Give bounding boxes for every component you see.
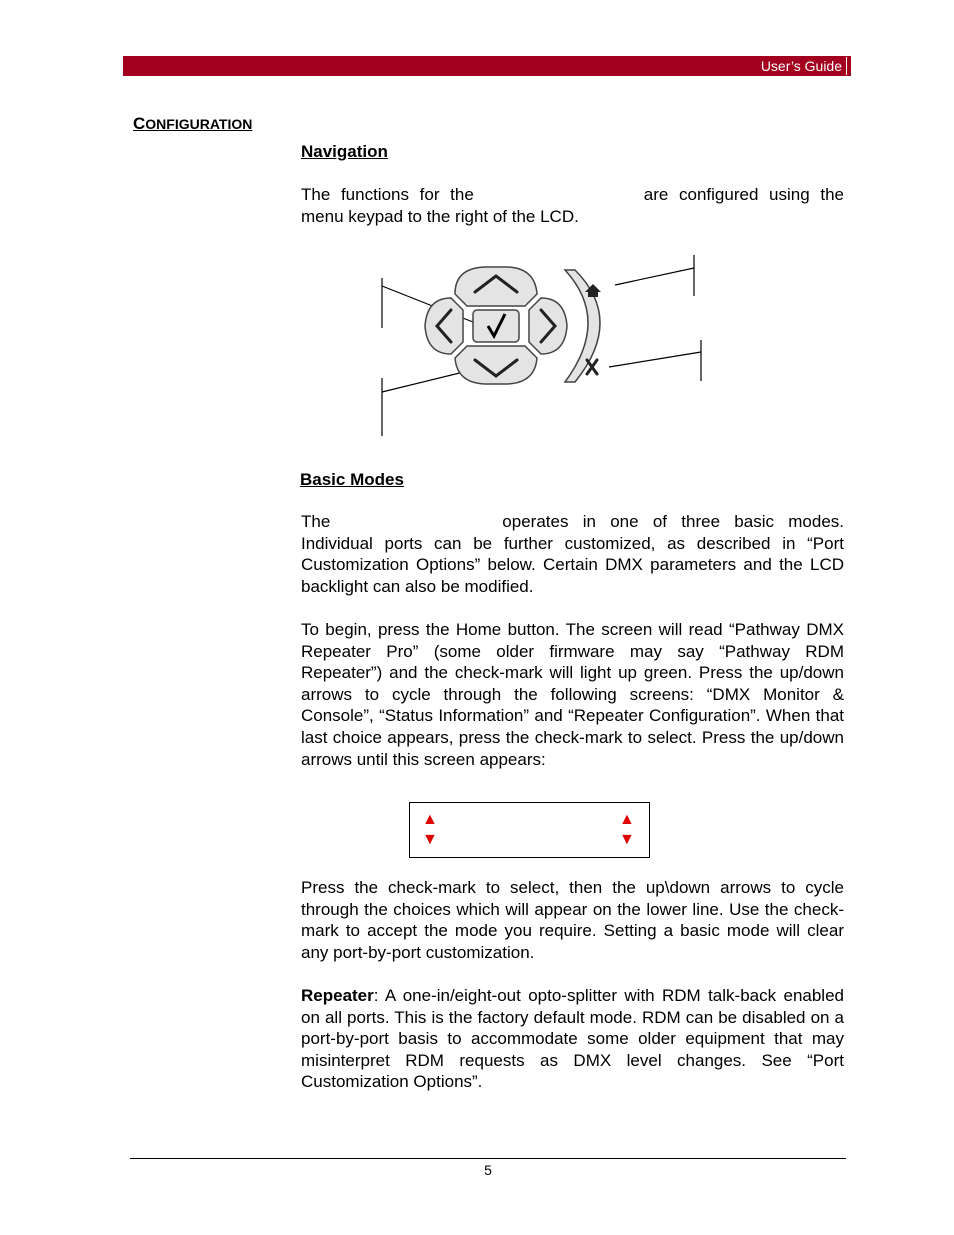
header-label: User’s Guide xyxy=(760,58,842,74)
footer-rule xyxy=(130,1158,846,1159)
lcd-arrow-up-left: ▲ xyxy=(422,811,438,828)
navigation-paragraph xyxy=(301,184,844,227)
down-key[interactable] xyxy=(455,346,537,384)
lcd-screen xyxy=(409,802,650,858)
basic-modes-paragraph-3: Press the check-mark to select, then the up\down arrows to cycle through the choices which will appear on the lower line. Use the check-mark to accept the mode you require. Setting a basic mode will clear any port-by-port customization. xyxy=(301,878,844,962)
navigation-text-1: The functions for the xyxy=(301,185,474,204)
lcd-arrow-up-right: ▲ xyxy=(619,811,635,828)
repeater-label: Repeater xyxy=(301,986,374,1005)
basic-modes-paragraph-2: To begin, press the Home button. The screen will read “Pathway DMX Repeater Pro” (some older firmware may say “Pathway RDM Repeater”) and the check-mark will light up green. Press the up/down arrows to cycle through the following screens: “DMX Monitor & Console”, “Status Information” and “Repeater Configuration”. When that last choice appears, press the check-mark to select. Press the up/down arrows until this screen appears: xyxy=(301,620,844,769)
page-number: 5 xyxy=(484,1162,492,1178)
basic-modes-heading: Basic Modes xyxy=(300,470,404,489)
basic-modes-paragraph-1 xyxy=(301,511,844,597)
navigation-heading: Navigation xyxy=(301,142,388,161)
cancel-x-icon xyxy=(587,360,597,374)
navigation-text-2: are configured using the menu keypad to the right of the LCD. xyxy=(301,185,844,226)
basic-modes-text-2: operates in one of three basic modes. Individual ports can be further customized, as described in “Port Customization Options” below. Certain DMX parameters and the LCD backlight can also be modified. xyxy=(301,512,844,596)
section-title xyxy=(133,114,252,134)
section-title-rest: ONFIGURATION xyxy=(145,116,253,132)
basic-modes-text-1: The xyxy=(301,512,331,531)
header-bar xyxy=(123,56,851,76)
right-key[interactable] xyxy=(529,298,567,354)
menu-keypad-diagram xyxy=(375,250,715,440)
lcd-arrow-down-right: ▼ xyxy=(619,831,635,848)
lcd-arrow-down-left: ▼ xyxy=(422,831,438,848)
section-title-cap: C xyxy=(133,114,146,133)
left-key[interactable] xyxy=(425,298,463,354)
repeater-paragraph xyxy=(301,985,844,1093)
check-key[interactable] xyxy=(473,310,519,342)
header-divider xyxy=(846,57,847,75)
up-key[interactable] xyxy=(455,267,537,306)
repeater-text: : A one-in/eight-out opto-splitter with RDM talk-back enabled on all ports. This is the factory default mode. RDM can be disabled on a port-by-port basis to accommodate some older equipment that may misinterpret RDM requests as DMX level changes. See “Port Customization Options”. xyxy=(301,986,844,1092)
